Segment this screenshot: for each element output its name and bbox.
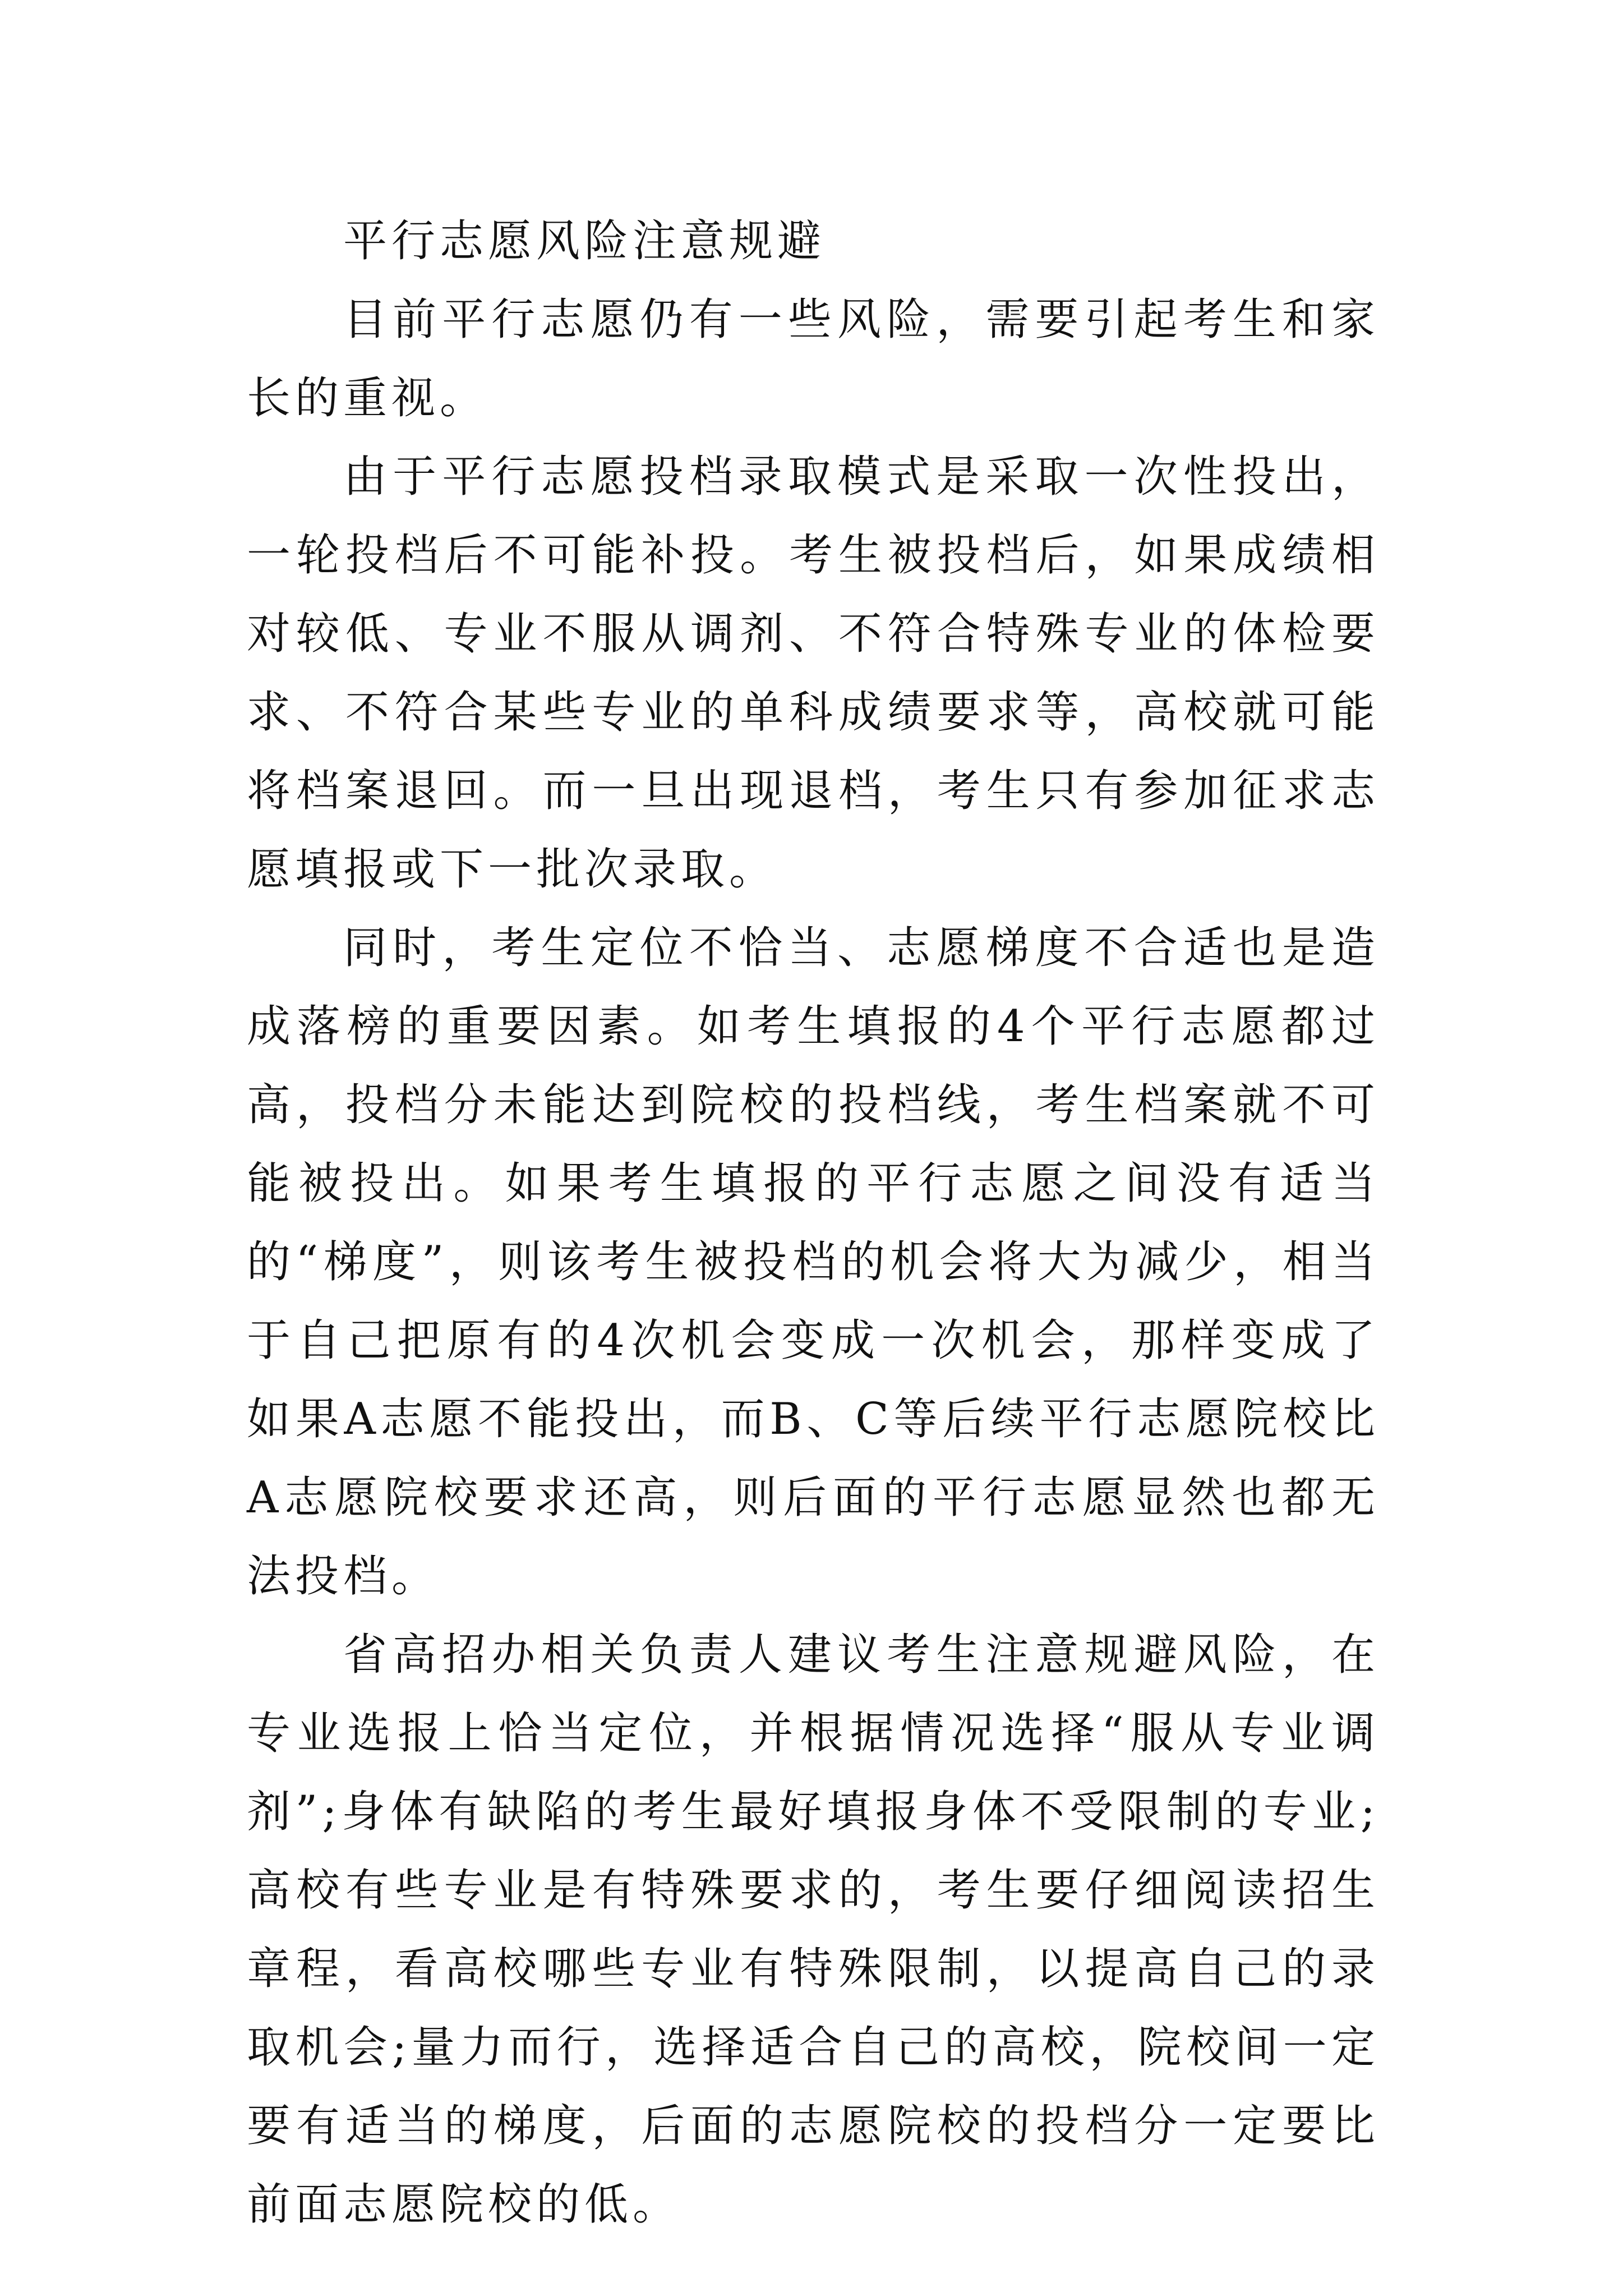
document-body [247, 202, 1380, 2244]
paragraph-4: 省高招办相关负责人建议考生注意规避风险，在专业选报上恰当定位，并根据情况选择“服从专业调剂”;身体有缺陷的考生最好填报身体不受限制的专业;高校有些专业是有特殊要求的，考生要仔细阅读招生章程，看高校哪些专业有特殊限制，以提高自己的录取机会;量力而行，选择适合自己的高校，院校间一定要有适当的梯度，后面的志愿院校的投档分一定要比前面志愿院校的低。 [247, 1630, 1380, 2230]
paragraph-1: 目前平行志愿仍有一些风险，需要引起考生和家长的重视。 [247, 295, 1380, 424]
paragraph-3: 同时，考生定位不恰当、志愿梯度不合适也是造成落榜的重要因素。如考生填报的4个平行志愿都过高，投档分未能达到院校的投档线，考生档案就不可能被投出。如果考生填报的平行志愿之间没有适当的“梯度”，则该考生被投档的机会将大为减少，相当于自己把原有的4次机会变成一次机会，那样变成了如果A志愿不能投出，而B、C等后续平行志愿院校比A志愿院校要求还高，则后面的平行志愿显然也都无法投档。 [247, 923, 1380, 1602]
document-title: 平行志愿风险注意规避 [343, 216, 826, 266]
paragraph-2: 由于平行志愿投档录取模式是采取一次性投出，一轮投档后不可能补投。考生被投档后，如果成绩相对较低、专业不服从调剂、不符合特殊专业的体检要求、不符合某些专业的单科成绩要求等，高校就可能将档案退回。而一旦出现退档，考生只有参加征求志愿填报或下一批次录取。 [247, 452, 1380, 895]
